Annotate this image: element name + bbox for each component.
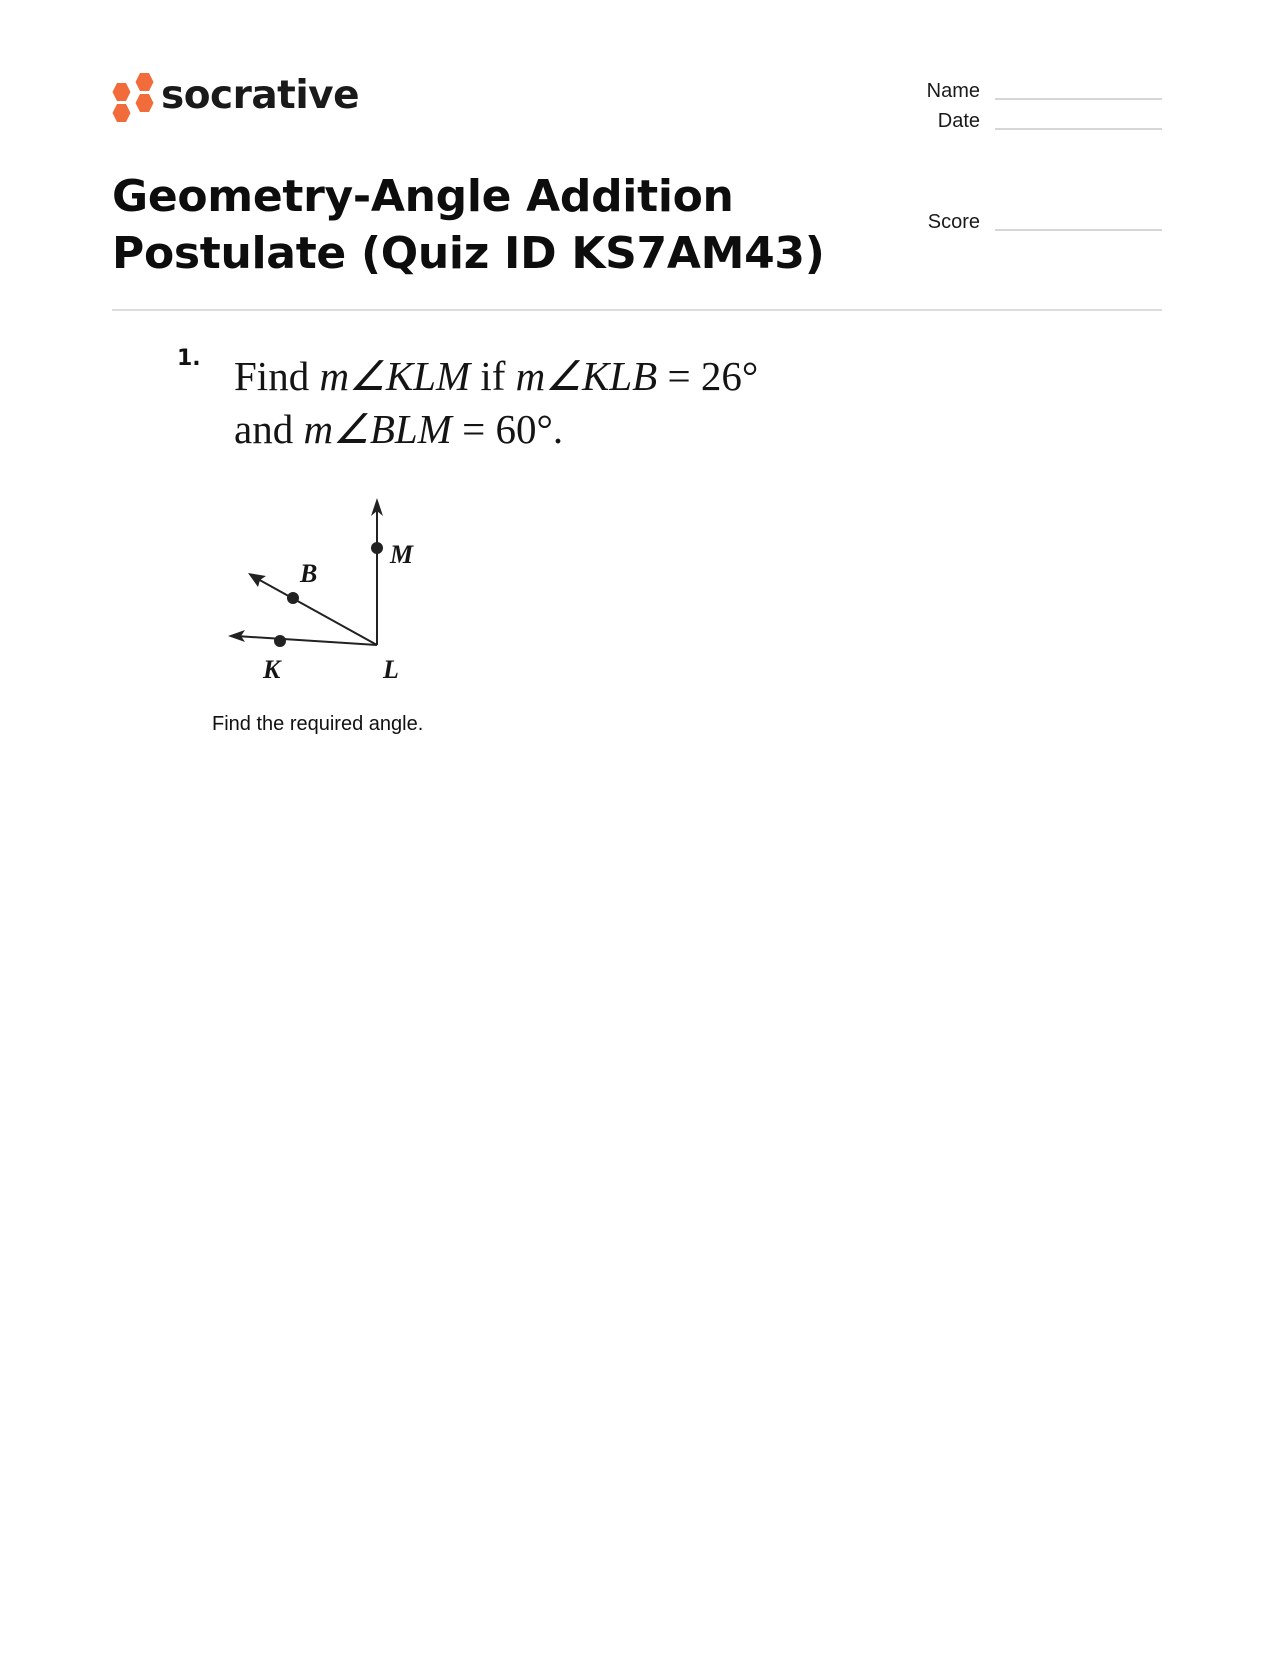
prompt-line-2 bbox=[234, 403, 794, 456]
question-number: 1. bbox=[177, 346, 201, 371]
prompt-text: if bbox=[470, 353, 516, 399]
score-label: Score bbox=[927, 211, 980, 233]
label-l: L bbox=[383, 655, 399, 684]
prompt-text: Find bbox=[234, 353, 320, 399]
date-field-line[interactable] bbox=[995, 128, 1162, 130]
header-divider bbox=[112, 309, 1162, 311]
title-line-2: Postulate (Quiz ID KS7AM43) bbox=[112, 228, 825, 279]
date-label: Date bbox=[937, 110, 980, 132]
point-m bbox=[371, 542, 383, 554]
name-label: Name bbox=[926, 80, 980, 102]
point-b bbox=[287, 592, 299, 604]
question-prompt bbox=[234, 350, 794, 456]
point-k bbox=[274, 635, 286, 647]
angle-value: = 60°. bbox=[451, 406, 564, 452]
hexagon-icon bbox=[136, 94, 154, 112]
label-b: B bbox=[300, 559, 318, 588]
label-k: K bbox=[263, 655, 281, 684]
arrow-up-left-icon bbox=[248, 573, 266, 587]
prompt-text: and bbox=[234, 406, 304, 452]
hexagon-icon bbox=[113, 83, 131, 101]
brand-name: socrative bbox=[161, 73, 360, 118]
angle-expression: m∠KLB bbox=[515, 353, 658, 399]
ray-lk bbox=[236, 636, 377, 645]
page-title bbox=[112, 168, 872, 282]
angle-value: = 26° bbox=[657, 353, 759, 399]
ray-lb bbox=[256, 578, 377, 645]
title-line-1: Geometry-Angle Addition bbox=[112, 171, 734, 222]
angle-expression: m∠BLM bbox=[303, 406, 452, 452]
socrative-logo-icon bbox=[108, 70, 154, 126]
hexagon-icon bbox=[113, 104, 131, 122]
angle-expression: m∠KLM bbox=[319, 353, 471, 399]
score-field-line[interactable] bbox=[995, 229, 1162, 231]
name-field-line[interactable] bbox=[995, 98, 1162, 100]
hexagon-icon bbox=[136, 73, 154, 91]
prompt-line-1 bbox=[234, 350, 794, 403]
question-instruction: Find the required angle. bbox=[212, 713, 424, 735]
label-m: M bbox=[390, 540, 414, 569]
angle-diagram bbox=[220, 490, 450, 695]
